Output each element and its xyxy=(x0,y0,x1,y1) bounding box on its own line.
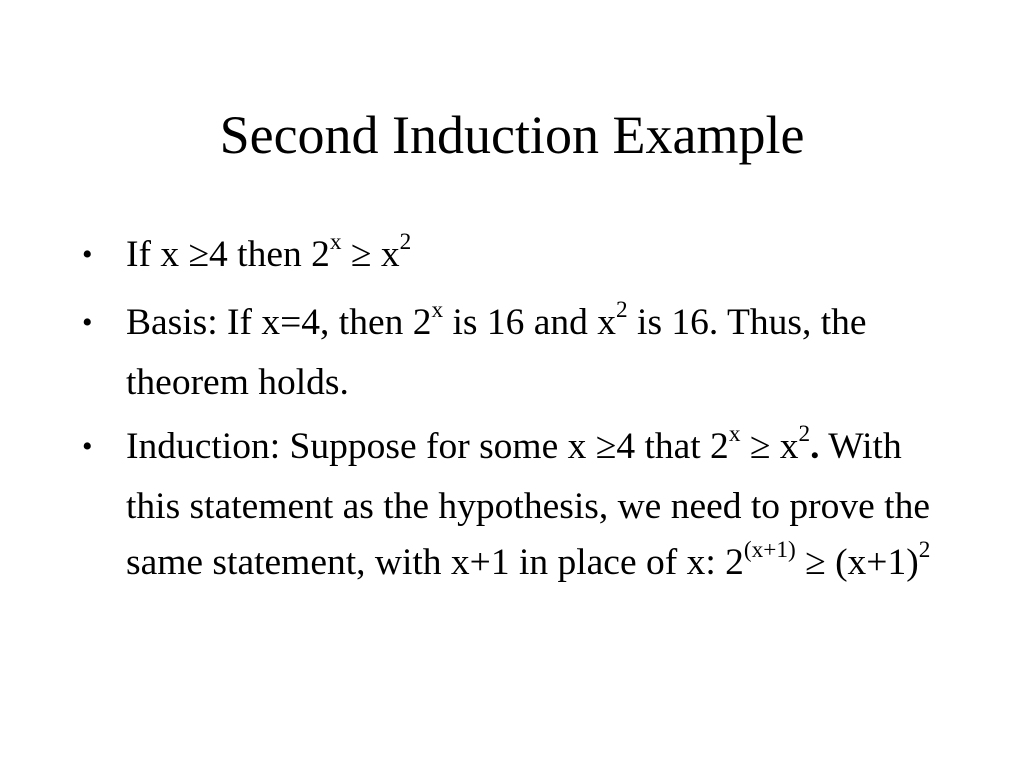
bold-text: . xyxy=(810,426,820,467)
text-run: ≥ (x+1) xyxy=(795,542,919,583)
superscript: 2 xyxy=(616,297,628,324)
text-run: ≥ x xyxy=(740,426,799,467)
bullet-item xyxy=(82,227,942,287)
superscript: (x+1) xyxy=(743,537,796,564)
superscript: x xyxy=(329,229,342,256)
text-run: ≥ x xyxy=(341,234,400,275)
superscript: 2 xyxy=(399,229,412,256)
text-run: is 16 and x xyxy=(443,302,617,343)
superscript: x xyxy=(728,421,741,448)
text-run: If x ≥4 then 2 xyxy=(126,234,330,275)
bullet-icon: • xyxy=(82,306,93,339)
slide-title: Second Induction Example xyxy=(219,105,805,165)
superscript: x xyxy=(431,297,444,324)
text-run: is 16. Thus, the theorem holds. xyxy=(126,302,867,403)
text-run: With this statement as the hypothesis, we need to prove the same statement, with x+1 in place of x: 2 xyxy=(126,426,930,583)
superscript: 2 xyxy=(798,421,811,448)
bullet-text xyxy=(126,297,867,403)
text-run: Basis: If x=4, then 2 xyxy=(126,302,432,343)
bullet-item xyxy=(82,295,942,411)
bullet-text xyxy=(126,229,412,275)
text-run: Induction: Suppose for some x ≥4 that 2 xyxy=(126,426,729,467)
bullet-item xyxy=(82,419,942,595)
bullet-icon: • xyxy=(82,430,93,463)
bullet-text xyxy=(126,421,931,583)
superscript: 2 xyxy=(918,537,931,564)
bullet-icon: • xyxy=(82,238,93,271)
bullet-list xyxy=(82,227,942,603)
